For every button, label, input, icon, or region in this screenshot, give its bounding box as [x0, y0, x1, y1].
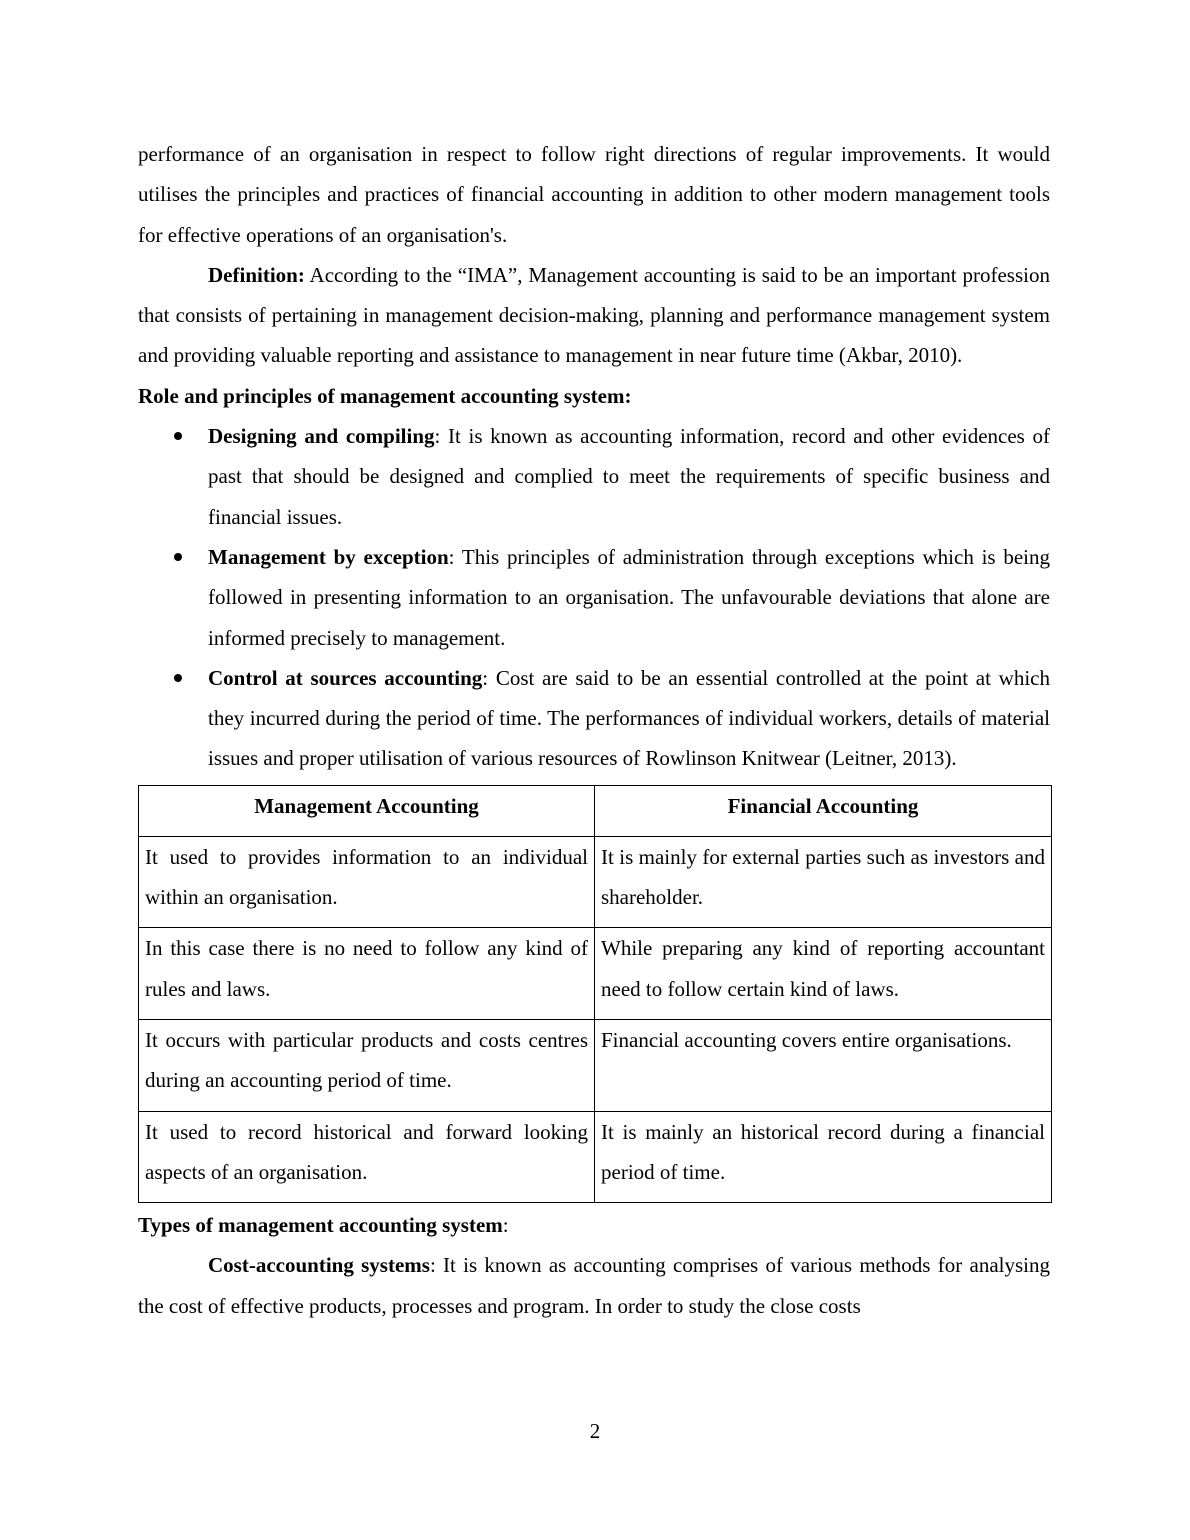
table-cell: In this case there is no need to follow any kind of rules and laws. — [139, 928, 595, 1020]
page-number: 2 — [589, 1419, 601, 1443]
principle-text: : This principles of administration through exceptions which is being followed in presenting information to an organisation. The unfavourable deviations that alone are informed precisely to management. — [208, 544, 1050, 650]
principle-text: : Cost are said to be an essential controlled at the point at which they incurred during the period of time. The performances of individual workers, details of material issues and proper utilisation of various resources of Rowlinson Knitwear (Leitner, 2013). — [208, 665, 1050, 771]
principle-term: Management by exception — [208, 544, 449, 569]
table-row — [139, 836, 1052, 928]
table-cell: It occurs with particular products and costs centres during an accounting period of time. — [139, 1019, 595, 1111]
table-row — [139, 928, 1052, 1020]
table-cell: Financial accounting covers entire organisations. — [595, 1019, 1052, 1111]
table-cell: While preparing any kind of reporting accountant need to follow certain kind of laws. — [595, 928, 1052, 1020]
bullet-icon — [174, 674, 182, 682]
cost-accounting-label: Cost-accounting systems — [208, 1253, 430, 1278]
cost-accounting-text: : It is known as accounting comprises of various methods for analysing the cost of effective products, processes and program. In order to study the close costs — [138, 1253, 1050, 1318]
list-item — [138, 416, 1050, 537]
types-heading — [138, 1205, 1050, 1245]
table-row — [139, 1111, 1052, 1203]
definition-label: Definition: — [208, 262, 305, 287]
intro-paragraph: performance of an organisation in respect to follow right directions of regular improvements. It would utilises the principles and practices of financial accounting in addition to other modern management tools for effective operations of an organisation's. — [138, 142, 1050, 247]
comparison-table — [138, 785, 1052, 1203]
table-row — [139, 1019, 1052, 1111]
header-management-accounting: Management Accounting — [139, 785, 595, 836]
document-page — [138, 134, 1050, 1326]
role-heading: Role and principles of management accounting system: — [138, 383, 632, 408]
table-cell: It used to record historical and forward looking aspects of an organisation. — [139, 1111, 595, 1203]
list-item — [138, 658, 1050, 779]
table-cell: It used to provides information to an individual within an organisation. — [139, 836, 595, 928]
bullet-icon — [174, 553, 182, 561]
cost-accounting-paragraph — [138, 1245, 1050, 1326]
definition-text: According to the “IMA”, Management accounting is said to be an important profession that consists of pertaining in management decision-making, planning and performance management system and providing valuable reporting and assistance to management in near future time (Akbar, 2010). — [138, 262, 1050, 368]
principle-term: Control at sources accounting — [208, 665, 483, 690]
principle-text: : It is known as accounting information, record and other evidences of past that should be designed and complied to meet the requirements of specific business and financial issues. — [208, 424, 1050, 529]
types-heading-suffix: : — [502, 1213, 509, 1238]
table-header-row — [139, 785, 1052, 836]
bullet-icon — [174, 432, 182, 440]
header-financial-accounting: Financial Accounting — [595, 785, 1052, 836]
list-item — [138, 537, 1050, 658]
principle-term: Designing and compiling — [208, 424, 435, 449]
definition-paragraph — [138, 255, 1050, 376]
principles-list — [138, 416, 1050, 779]
table-cell: It is mainly an historical record during a financial period of time. — [595, 1111, 1052, 1203]
types-heading-label: Types of management accounting system — [138, 1213, 503, 1238]
table-cell: It is mainly for external parties such as investors and shareholder. — [595, 836, 1052, 928]
